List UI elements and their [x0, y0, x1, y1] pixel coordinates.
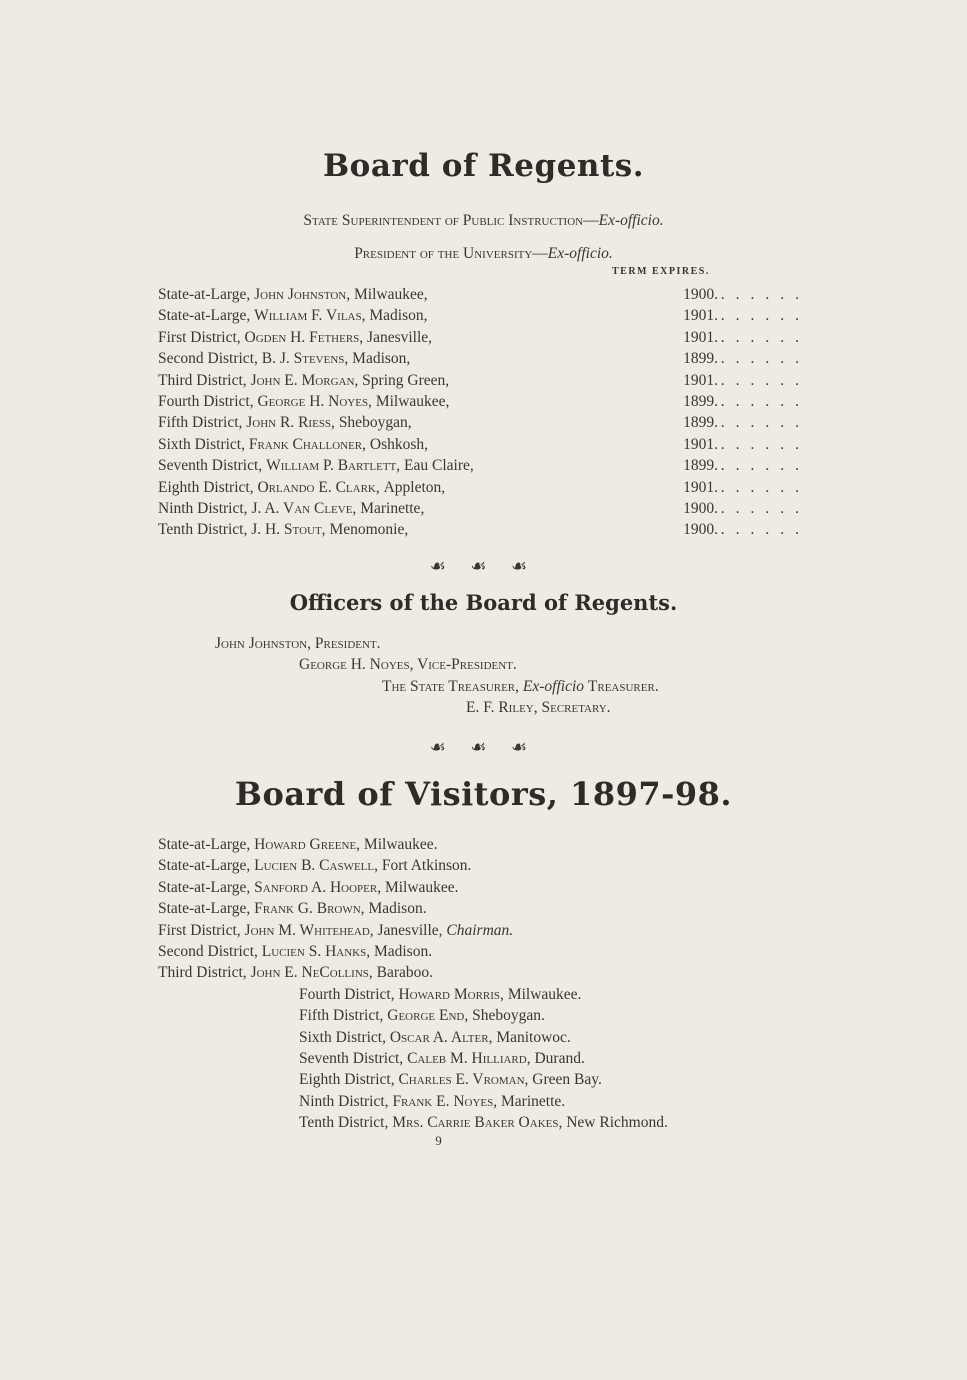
- visitor-name: Frank E. Noyes,: [392, 1092, 501, 1110]
- visitor-city: Milwaukee.: [384, 878, 459, 896]
- visitor-city: Madison.: [368, 900, 427, 918]
- leader-dots: ......: [720, 393, 810, 410]
- regent-name: John R. Riess,: [246, 414, 339, 432]
- visitor-row: [299, 1049, 585, 1069]
- visitor-district: Tenth District,: [299, 1114, 393, 1132]
- visitor-row: [158, 942, 432, 962]
- regent-name: Ogden H. Fethers,: [244, 328, 368, 346]
- visitor-name: Mrs. Carrie Baker Oakes,: [392, 1114, 567, 1132]
- leader-dots: ......: [720, 286, 810, 303]
- leader-dots: ......: [720, 478, 810, 496]
- regent-row: [158, 349, 810, 370]
- regent-name: Orlando E. Clark,: [257, 478, 384, 496]
- visitor-name: John M. Whitehead,: [244, 921, 378, 939]
- visitor-district: Fifth District,: [299, 1007, 388, 1025]
- visitor-city: Madison.: [373, 943, 433, 960]
- regent-city: Sheboygan,: [338, 414, 412, 432]
- visitor-name: Sanford A. Hooper,: [254, 878, 385, 896]
- regent-district: Second District,: [158, 350, 262, 368]
- regent-row: [158, 499, 810, 520]
- term-year: 1901.: [683, 435, 718, 453]
- regent-name: J. A. Van Cleve,: [251, 500, 361, 517]
- term-year: 1900.: [683, 500, 718, 517]
- regent-entry: [158, 349, 410, 369]
- visitor-name: John E. NeCollins,: [250, 964, 377, 982]
- visitor-name: George End,: [387, 1007, 473, 1025]
- visitor-city: Janesville,: [377, 921, 443, 939]
- term-year: 1900.: [683, 286, 718, 303]
- officer-secretary: E. F. Riley, Secretary.: [466, 699, 611, 716]
- visitor-name: Lucien S. Hanks,: [261, 943, 374, 960]
- regent-entry: [158, 328, 432, 348]
- term-year: 1901.: [683, 371, 718, 389]
- visitor-row: [158, 899, 427, 919]
- ex-officio-superintendent: [0, 211, 967, 231]
- regent-city: Milwaukee,: [354, 286, 428, 303]
- leader-dots: ......: [720, 328, 810, 346]
- regent-entry: [158, 456, 474, 476]
- leader-dots: ......: [720, 307, 810, 325]
- regent-entry: [158, 520, 408, 540]
- regent-row: [158, 306, 810, 327]
- term-year: 1901.: [683, 307, 718, 325]
- visitor-district: Third District,: [158, 964, 251, 982]
- leader-dots: ......: [720, 371, 810, 389]
- regent-city: Oshkosh,: [369, 435, 429, 453]
- visitors-title: Board of Visitors, 1897-98.: [234, 775, 733, 813]
- regent-city: Janesville,: [367, 328, 433, 346]
- officer-treasurer: [382, 677, 659, 697]
- term-year: 1901.: [683, 328, 718, 346]
- officer-vice-president: George H. Noyes, Vice-President.: [299, 656, 517, 673]
- leader-dots: ......: [720, 457, 810, 475]
- regent-name: John E. Morgan,: [250, 371, 363, 389]
- regent-city: Madison,: [369, 307, 428, 325]
- regent-city: Spring Green,: [362, 371, 450, 389]
- visitor-district: State-at-Large,: [158, 836, 255, 853]
- ornament-divider: ☙ ☙ ☙: [429, 737, 538, 757]
- visitor-name: Charles E. Vroman,: [398, 1071, 533, 1089]
- visitor-row: [158, 963, 433, 983]
- regent-district: Third District,: [158, 371, 251, 389]
- regent-city: Milwaukee,: [375, 393, 450, 410]
- regent-row: [158, 435, 810, 456]
- visitor-district: State-at-Large,: [158, 878, 255, 896]
- visitor-row: [299, 1006, 545, 1026]
- term-year: 1899.: [683, 414, 718, 432]
- officer-president: John Johnston, President.: [215, 635, 381, 652]
- leader-dots: ......: [720, 414, 810, 432]
- visitor-row: [158, 856, 471, 876]
- visitor-note: Chairman.: [446, 921, 514, 939]
- regent-district: State-at-Large,: [158, 307, 255, 325]
- visitor-row: [158, 878, 459, 898]
- page-number: 9: [435, 1133, 442, 1148]
- visitor-city: Manitowoc.: [496, 1028, 571, 1046]
- visitor-row: [299, 1070, 602, 1090]
- visitor-city: New Richmond.: [566, 1114, 668, 1132]
- visitor-city: Fort Atkinson.: [381, 857, 472, 875]
- ex-officio-role: President of the University—: [354, 245, 548, 262]
- visitor-row: [158, 835, 438, 855]
- visitor-city: Green Bay.: [532, 1071, 602, 1089]
- visitor-district: First District,: [158, 921, 245, 939]
- treasurer-note: Ex-officio: [522, 678, 585, 695]
- visitor-row: [299, 1092, 565, 1112]
- visitor-city: Milwaukee.: [363, 836, 438, 853]
- visitor-name: Frank G. Brown,: [254, 900, 369, 918]
- regents-title: Board of Regents.: [322, 148, 645, 184]
- regent-city: Appleton,: [383, 478, 446, 496]
- regent-name: J. H. Stout,: [251, 521, 330, 539]
- regent-district: First District,: [158, 328, 245, 346]
- treasurer-suffix: Treasurer.: [587, 678, 659, 695]
- regent-district: State-at-Large,: [158, 286, 255, 303]
- visitor-row: [299, 1028, 571, 1048]
- ornament-divider: ☙ ☙ ☙: [429, 556, 538, 576]
- term-year: 1901.: [683, 478, 718, 496]
- regent-district: Eighth District,: [158, 478, 258, 496]
- regent-district: Ninth District,: [158, 500, 252, 517]
- visitor-district: Eighth District,: [299, 1071, 399, 1089]
- visitor-name: Howard Morris,: [398, 985, 508, 1003]
- leader-dots: ......: [720, 521, 810, 539]
- leader-dots: ......: [720, 350, 810, 368]
- regent-city: Menomonie,: [329, 521, 409, 539]
- regent-entry: [158, 413, 412, 433]
- visitor-name: Caleb M. Hilliard,: [407, 1050, 535, 1067]
- visitor-row: [158, 921, 513, 941]
- visitor-district: Second District,: [158, 943, 262, 960]
- term-year: 1899.: [683, 457, 718, 475]
- visitor-district: Seventh District,: [299, 1050, 408, 1067]
- regent-entry: [158, 285, 428, 305]
- regent-district: Tenth District,: [158, 521, 252, 539]
- regent-row: [158, 520, 810, 541]
- regent-name: George H. Noyes,: [257, 393, 376, 410]
- regent-district: Fifth District,: [158, 414, 247, 432]
- treasurer-prefix: The State Treasurer,: [382, 678, 520, 695]
- visitor-row: [299, 985, 581, 1005]
- regent-row: [158, 392, 810, 413]
- term-expires-header: TERM EXPIRES.: [612, 266, 710, 277]
- regent-row: [158, 328, 810, 349]
- visitor-row: [299, 1113, 668, 1133]
- visitor-district: Fourth District,: [299, 985, 399, 1003]
- visitor-name: Lucien B. Caswell,: [254, 857, 382, 875]
- regent-row: [158, 478, 810, 499]
- visitor-city: Baraboo.: [376, 964, 434, 982]
- regent-city: Madison,: [352, 350, 411, 368]
- ex-officio-president: [0, 244, 967, 264]
- leader-dots: ......: [720, 500, 810, 517]
- regent-city: Marinette,: [360, 500, 425, 517]
- regent-name: William F. Vilas,: [254, 307, 370, 325]
- ex-officio-note: Ex-officio.: [547, 245, 613, 262]
- visitor-name: Oscar A. Alter,: [389, 1028, 497, 1046]
- regent-entry: [158, 392, 449, 412]
- leader-dots: ......: [720, 435, 810, 453]
- regent-name: William P. Bartlett,: [266, 457, 405, 475]
- regent-entry: [158, 306, 427, 326]
- visitor-district: Ninth District,: [299, 1092, 393, 1110]
- regent-name: John Johnston,: [254, 286, 355, 303]
- regent-row: [158, 285, 810, 306]
- visitor-district: State-at-Large,: [158, 900, 255, 918]
- regent-district: Seventh District,: [158, 457, 267, 475]
- regent-name: Frank Challoner,: [248, 435, 370, 453]
- regent-row: [158, 456, 810, 477]
- regent-entry: [158, 371, 449, 391]
- regent-entry: [158, 478, 445, 498]
- regent-city: Eau Claire,: [404, 457, 474, 475]
- ex-officio-note: Ex-officio.: [598, 212, 664, 229]
- visitor-name: Howard Greene,: [254, 836, 364, 853]
- regent-district: Sixth District,: [158, 435, 249, 453]
- regent-row: [158, 413, 810, 434]
- term-year: 1900.: [683, 521, 718, 539]
- regent-row: [158, 371, 810, 392]
- regent-name: B. J. Stevens,: [261, 350, 353, 368]
- officers-title: Officers of the Board of Regents.: [289, 590, 678, 615]
- regent-district: Fourth District,: [158, 393, 258, 410]
- visitor-city: Milwaukee.: [507, 985, 582, 1003]
- term-year: 1899.: [683, 350, 718, 368]
- visitor-city: Marinette.: [501, 1092, 566, 1110]
- visitor-city: Sheboygan.: [472, 1007, 545, 1025]
- visitor-district: Sixth District,: [299, 1028, 390, 1046]
- regent-entry: [158, 435, 428, 455]
- regent-entry: [158, 499, 424, 519]
- visitor-city: Durand.: [534, 1050, 585, 1067]
- term-year: 1899.: [683, 393, 718, 410]
- ex-officio-role: State Superintendent of Public Instruction—: [303, 212, 599, 229]
- visitor-district: State-at-Large,: [158, 857, 255, 875]
